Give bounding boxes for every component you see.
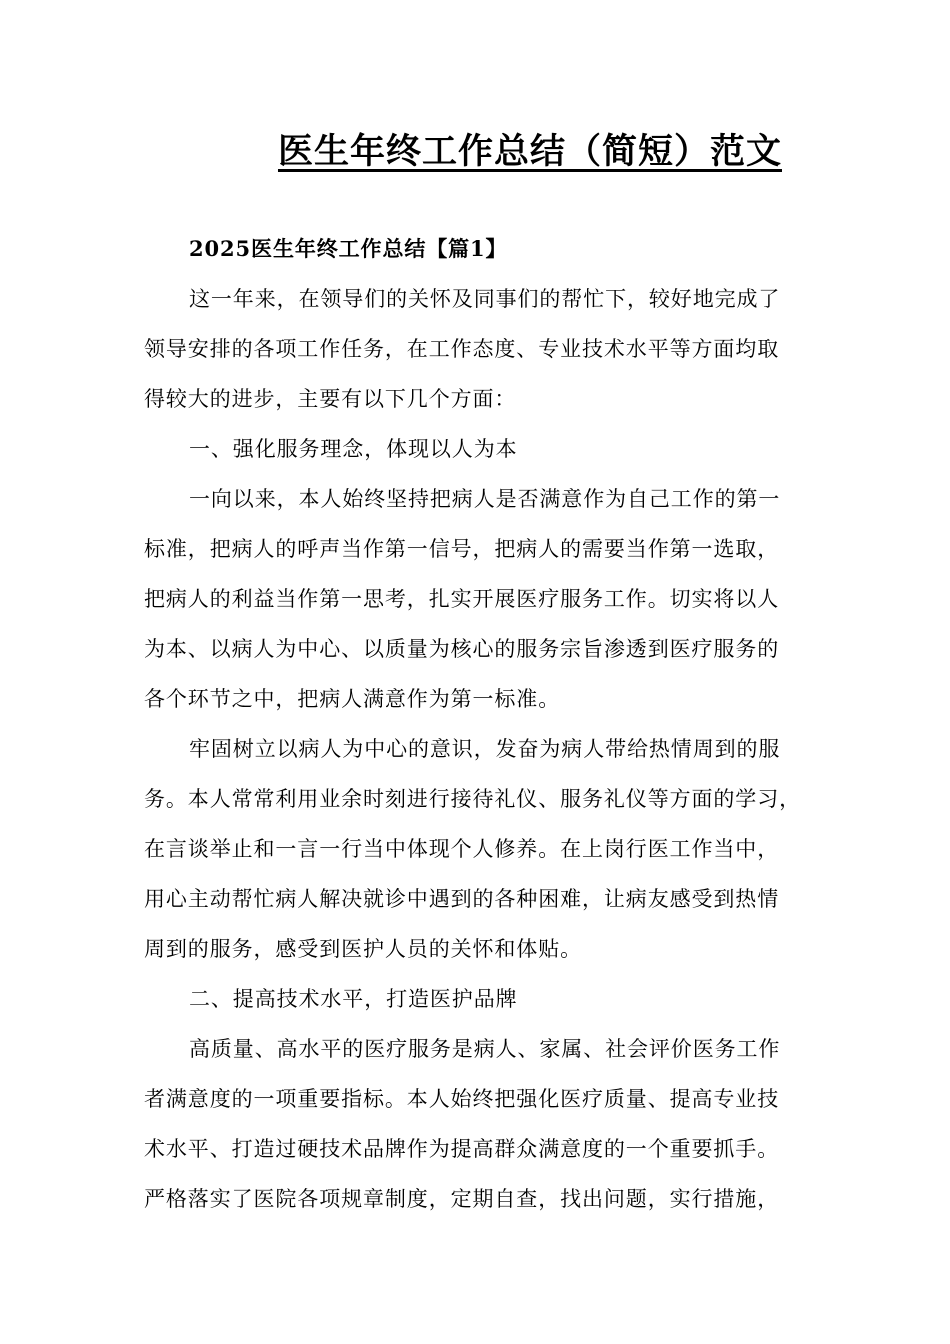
document-body [144,224,812,1224]
text-line: 一、强化服务理念，体现以人为本 [189,437,518,461]
text-line: 用心主动帮忙病人解决就诊中遇到的各种困难，让病友感受到热情 [144,887,780,911]
text-line: 高质量、高水平的医疗服务是病人、家属、社会评价医务工作 [189,1037,781,1061]
text-line: 得较大的进步，主要有以下几个方面： [144,387,517,411]
text-line: 为本、以病人为中心、以质量为核心的服务宗旨渗透到医疗服务的 [144,637,780,661]
text-line: 牢固树立以病人为中心的意识，发奋为病人带给热情周到的服 [189,737,781,761]
text-line: 一向以来，本人始终坚持把病人是否满意作为自己工作的第一 [189,487,781,511]
body-text [144,274,812,1224]
section-heading: 2025医生年终工作总结【篇1】 [189,236,508,261]
text-line: 严格落实了医院各项规章制度，定期自查，找出问题，实行措施， [144,1187,780,1211]
text-line: 术水平、打造过硬技术品牌作为提高群众满意度的一个重要抓手。 [144,1137,780,1161]
text-line: 务。本人常常利用业余时刻进行接待礼仪、服务礼仪等方面的学习， [144,787,801,811]
text-line: 领导安排的各项工作任务，在工作态度、专业技术水平等方面均取 [144,337,780,361]
text-line: 标准，把病人的呼声当作第一信号，把病人的需要当作第一选取， [144,537,780,561]
text-line: 二、提高技术水平，打造医护品牌 [189,987,518,1011]
text-line: 在言谈举止和一言一行当中体现个人修养。在上岗行医工作当中， [144,837,780,861]
document-title: 医生年终工作总结（简短）范文 [277,131,782,172]
text-line: 把病人的利益当作第一思考，扎实开展医疗服务工作。切实将以人 [144,587,780,611]
text-line: 周到的服务，感受到医护人员的关怀和体贴。 [144,937,582,961]
text-line: 者满意度的一项重要指标。本人始终把强化医疗质量、提高专业技 [144,1087,780,1111]
text-line: 各个环节之中，把病人满意作为第一标准。 [144,687,561,711]
text-line: 这一年来，在领导们的关怀及同事们的帮忙下，较好地完成了 [189,287,781,311]
